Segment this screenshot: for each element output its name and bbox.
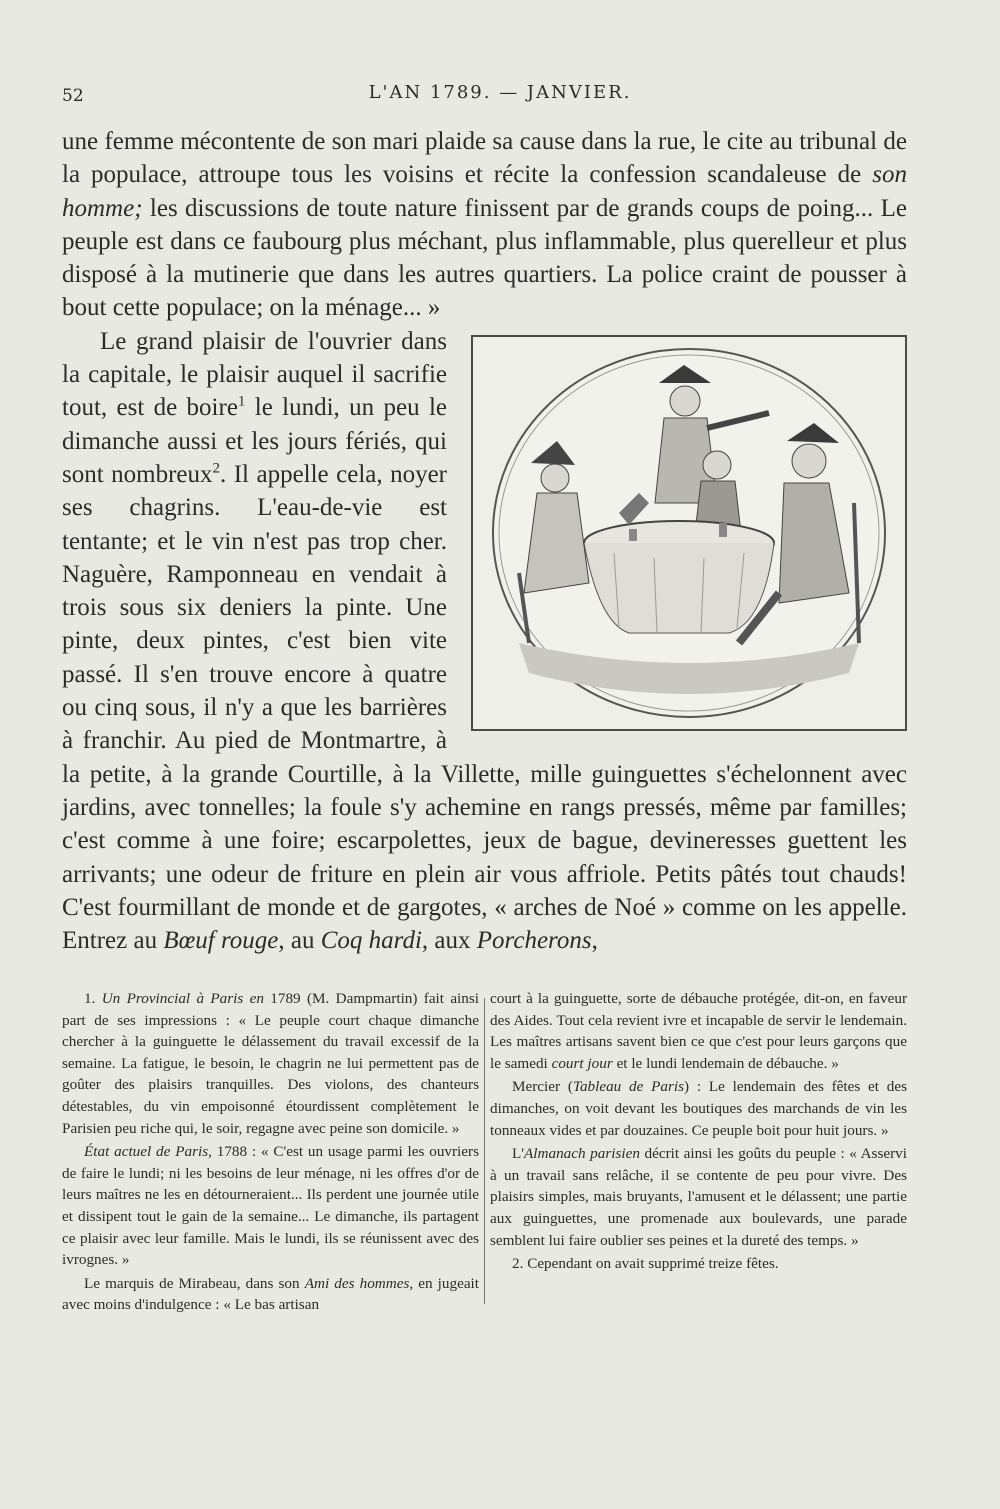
text-span: en jugeait avec moins d'indulgence : « Le bas artisan bbox=[62, 1274, 480, 1314]
emphasis: Tableau de Paris bbox=[572, 1078, 685, 1096]
text-span: les discussions de toute nature finissent par de grands coups de poing... Le peuple est dans ce faubourg plus méchant, plus inflammable, plus querelleur et plus disposé à la mutinerie que dans les autres quartiers. La police craint de pousser à bout cette populace; on la ménage... » bbox=[62, 194, 907, 322]
text-span: , aux bbox=[421, 927, 477, 955]
running-head: L'AN 1789. — JANVIER. bbox=[368, 82, 632, 103]
footnote-1-quote-5 bbox=[490, 1143, 907, 1251]
footnote-1-quote-2 bbox=[62, 1141, 479, 1271]
text-span: court à la guinguette, sorte de débauche protégée, dit-on, en faveur des Aides. Tout cela revient ivre et incapable de servir le lendemain. Les maîtres artisans savent bien ce que c'est pour leurs garçons que le samedi bbox=[490, 990, 907, 1072]
tavern-scene-image bbox=[479, 343, 899, 723]
text-span: une femme mécontente de son mari plaide sa cause dans la rue, le cite au tribunal de la populace, attroupe tous les voisins et récite la confession scandaleuse de bbox=[62, 128, 907, 189]
footnote-2: 2. Cependant on avait supprimé treize fêtes. bbox=[512, 1255, 779, 1273]
text-span: ) : Le lendemain des fêtes et des dimanches, on voit devant les boutiques des marchands de vin les tonneaux vides et par douzaines. Ce peuple boit pour huit jours. » bbox=[490, 1078, 908, 1139]
emphasis: Ami des hommes, bbox=[304, 1274, 414, 1292]
footnotes-right-column bbox=[490, 988, 907, 1318]
emphasis: Coq hardi bbox=[320, 927, 422, 955]
text-span: 1788 : « C'est un usage parmi les ouvriers de faire le lundi; ni les besoins de leur ménage, ni les offres d'or de leurs maîtres ne les en détourneraient... Ils perdent une journée utile et dissipent tout le gain de la semaine... Le dimanche, ils partagent ce plaisir avec leur famille. Mais le lundi, ils se réunissent avec des ivrognes. » bbox=[62, 1143, 479, 1269]
emphasis: Porcherons bbox=[476, 927, 592, 955]
emphasis: Bœuf rouge bbox=[163, 927, 279, 955]
text-span: décrit ainsi les goûts du peuple : « Asservi à un travail sans relâche, il se contente de peu pour vivre. Des plaisirs simples, mais bruyants, l'amusent et le délassent; une partie aux guinguettes, une promenade aux boulevards, une parade semblent lui faire oublier ses peines et la dureté des temps. » bbox=[490, 1145, 907, 1249]
footnote-1 bbox=[62, 988, 479, 1139]
footnote-1-continued bbox=[490, 988, 907, 1074]
emphasis: Almanach parisien bbox=[524, 1145, 640, 1163]
text-span: L' bbox=[512, 1145, 525, 1163]
text-span: Le grand plaisir de l'ouvrier dans la capitale, le plaisir auquel il sacrifie tout, est de boire bbox=[62, 327, 447, 422]
engraving-illustration bbox=[471, 335, 907, 731]
emphasis: Un Provincial à Paris en bbox=[101, 990, 264, 1007]
text-span: , bbox=[591, 927, 598, 955]
emphasis: court jour bbox=[551, 1054, 613, 1072]
footnote-number: 1. bbox=[84, 990, 102, 1007]
emphasis: État actuel de Paris, bbox=[84, 1143, 212, 1161]
page-number: 52 bbox=[62, 86, 84, 106]
footnote-1-quote-3 bbox=[62, 1273, 479, 1316]
paragraph-1 bbox=[62, 125, 907, 325]
footnote-ref-1: 1 bbox=[237, 394, 246, 411]
text-span: , au bbox=[278, 927, 321, 955]
column-divider bbox=[484, 998, 485, 1304]
text-span: . Il appelle cela, noyer ses chagrins. L'eau-de-vie est tentante; et le vin n'est pas trop cher. Naguère, Ramponneau en vendait à trois sous six deniers la pinte. Une pinte, deux pintes, c'est bien vite passé. Il s'en trouve encore à quatre ou cinq sous, il n'y a que les barrières à franchir. Au pied de Montmartre, à la petite, à la grande Courtille, à la Villette, mille guinguettes s'échelonnent avec jardins, avec tonnelles; la foule s'y achemine en rangs pressés, même par familles; c'est comme à une foire; escarpolettes, jeux de bague, devineresses guettent les arrivants; une odeur de friture en plein air vous affriole. Petits pâtés tout chauds! C'est fourmillant de monde et de gargotes, « arches de Noé » comme on les appelle. Entrez au bbox=[62, 460, 907, 955]
text-span: et le lundi lendemain de débauche. » bbox=[612, 1054, 839, 1072]
main-text bbox=[62, 125, 907, 957]
text-span: Le marquis de Mirabeau, dans son bbox=[84, 1274, 305, 1292]
footnotes-left-column bbox=[62, 988, 479, 1318]
footnote-1-quote-4 bbox=[490, 1076, 907, 1141]
footnote-ref-2: 2 bbox=[212, 460, 221, 477]
text-span: le lundi, un peu le dimanche aussi et les jours fériés, qui sont nombreux bbox=[62, 394, 447, 488]
text-span: 1789 (M. Dampmartin) fait ainsi part de ses impressions : « Le peuple court chaque dimanche chercher à la guinguette le délassement du travail excessif de la semaine. La fatigue, le besoin, le chagrin ne lui permettent pas de goûter des plaisirs tranquilles. Des violons, des chanteurs détestables, du vin empoisonné étourdissent complètement le Parisien peu riche qui, le soir, regagne avec peine son domicile. » bbox=[62, 990, 479, 1137]
footnotes bbox=[62, 988, 907, 1318]
emphasis: son homme; bbox=[62, 161, 907, 222]
text-span: Mercier ( bbox=[512, 1078, 573, 1096]
